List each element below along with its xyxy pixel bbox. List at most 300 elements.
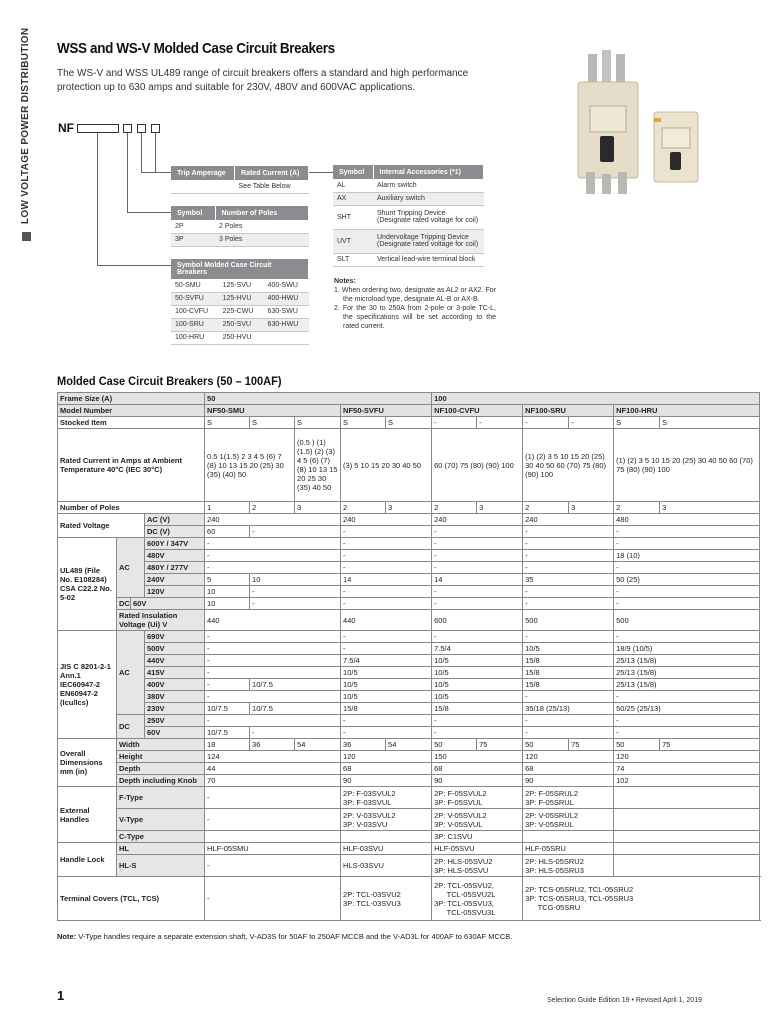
voltage-label: 500V xyxy=(145,643,205,655)
table-cell: - xyxy=(205,679,250,691)
voltage-label: 415V xyxy=(145,667,205,679)
table-cell: 120 xyxy=(341,751,432,763)
side-section-label: LOW VOLTAGE POWER DISTRIBUTION xyxy=(20,27,31,224)
voltage-label: 60V xyxy=(145,727,205,739)
table-cell: - xyxy=(341,550,432,562)
table-cell: - xyxy=(341,715,432,727)
table-cell xyxy=(264,331,309,344)
table-cell: 3 xyxy=(295,502,341,514)
table-cell: 10/5 xyxy=(432,691,523,703)
table-cell xyxy=(614,831,760,843)
brand-mark xyxy=(654,118,661,122)
table-cell: - xyxy=(523,586,614,598)
table-cell: 50-SVFU xyxy=(171,292,219,305)
poles-table xyxy=(171,206,309,247)
table-cell: 2P: TCL-05SVU2, TCL-05SVU2L 3P: TCL-05SVU3, TCL-05SVU3L xyxy=(432,877,523,921)
table-cell: S xyxy=(341,417,386,429)
table-cell: 2 xyxy=(614,502,660,514)
table-cell: 74 xyxy=(614,763,760,775)
table-cell: 2P: V-03SVUL2 3P: V-03SVU xyxy=(341,809,432,831)
table-cell: - xyxy=(341,538,432,550)
table-cell: 10/5 xyxy=(432,679,523,691)
table-cell: 240 xyxy=(523,514,614,526)
table-cell: - xyxy=(523,631,614,643)
model-number: NF50-SMU xyxy=(205,405,341,417)
page-title: WSS and WS-V Molded Case Circuit Breakers xyxy=(57,40,335,57)
table-cell: 70 xyxy=(205,775,341,787)
table-cell: - xyxy=(523,562,614,574)
width-label: Width xyxy=(117,739,205,751)
table-cell xyxy=(614,855,760,877)
table-cell: - xyxy=(523,526,614,538)
table-cell: 150 xyxy=(432,751,523,763)
table-cell: 10/5 xyxy=(341,679,432,691)
table-cell: - xyxy=(614,727,760,739)
table-cell: 2P: TCS-05SRU2, TCL-05SRU2 3P: TCS-05SRU3, TCL-05SRU3 TCG-05SRU xyxy=(523,877,760,921)
ac-voltage-label: AC (V) xyxy=(145,514,205,526)
table-cell: HLF-05SRU xyxy=(523,843,614,855)
table-cell: 2P: F-05SRUL2 3P: F-05SRUL xyxy=(523,787,614,809)
table-cell: 10 xyxy=(205,598,250,610)
accessories-table xyxy=(333,165,484,267)
voltage-label: 60V xyxy=(131,598,205,610)
voltage-label: 380V xyxy=(145,691,205,703)
table-cell: - xyxy=(341,562,432,574)
table-cell: 10/7.5 xyxy=(250,679,341,691)
voltage-label: 480Y / 277V xyxy=(145,562,205,574)
table-cell: 68 xyxy=(341,763,432,775)
table-header: Internal Accessories (*1) xyxy=(373,165,484,179)
table-cell: Auxiliary switch xyxy=(373,192,484,205)
voltage-label: 480V xyxy=(145,550,205,562)
table-cell: - xyxy=(250,526,341,538)
table-cell: - xyxy=(523,417,569,429)
table-header: Rated Current (A) xyxy=(235,166,309,180)
ul489-label: UL489 (File No. E108284) CSA C22.2 No. 5-02 xyxy=(58,538,117,631)
table-cell: 68 xyxy=(523,763,614,775)
table-cell: 44 xyxy=(205,763,341,775)
table-cell: - xyxy=(432,631,523,643)
table-cell: 10/7.5 xyxy=(205,727,250,739)
frame-size-label: Frame Size (A) xyxy=(58,393,205,405)
breaker-label xyxy=(662,128,690,148)
table-cell: 2 Poles xyxy=(215,220,309,233)
table-cell: - xyxy=(341,586,432,598)
bottom-note xyxy=(57,932,512,941)
table-cell: - xyxy=(250,727,341,739)
frame-size-50: 50 xyxy=(205,393,432,405)
poles-label: Number of Poles xyxy=(58,502,205,514)
terminal-bar xyxy=(586,172,595,194)
ac-label: AC xyxy=(117,538,145,598)
table-cell xyxy=(614,787,760,809)
breaker-handle xyxy=(670,152,681,170)
table-cell: - xyxy=(205,809,341,831)
mccb-spec-table xyxy=(57,392,760,921)
table-cell: - xyxy=(205,538,341,550)
table-cell: HLF-03SVU xyxy=(341,843,432,855)
table-cell: 240 xyxy=(432,514,523,526)
ordering-prefix: NF xyxy=(58,121,74,135)
table-cell: 480 xyxy=(614,514,760,526)
table-cell: 3P: C1SVU xyxy=(432,831,523,843)
table-cell: 10/7.5 xyxy=(250,703,341,715)
breaker-handle xyxy=(600,136,614,162)
table-cell: 90 xyxy=(341,775,432,787)
table-cell: - xyxy=(523,598,614,610)
table-header: Trip Amperage xyxy=(171,166,235,180)
voltage-label: 240V xyxy=(145,574,205,586)
table-cell: 15/8 xyxy=(432,703,523,715)
handle-lock-label: Handle Lock xyxy=(58,843,117,877)
model-number: NF100-HRU xyxy=(614,405,760,417)
depth-knob-label: Depth including Knob xyxy=(117,775,205,787)
table-cell: 10 xyxy=(205,586,250,598)
table-cell: 240 xyxy=(341,514,432,526)
table-cell: 250-SVU xyxy=(219,318,264,331)
v-type-label: V-Type xyxy=(117,809,205,831)
dc-voltage-label: DC (V) xyxy=(145,526,205,538)
table-cell: 7.5/4 xyxy=(341,655,432,667)
table-cell: - xyxy=(477,417,523,429)
table-cell: 100-HRU xyxy=(171,331,219,344)
table-cell: 440 xyxy=(341,610,432,631)
table-cell: 50/25 (25/13) xyxy=(614,703,760,715)
table-header: Symbol Molded Case Circuit Breakers xyxy=(171,259,309,279)
intro-paragraph: The WS-V and WSS UL489 range of circuit breakers offers a standard and high performance protection up to 630 amps and suitable for 230V, 480V and 600VAC applications. xyxy=(57,68,469,93)
table-cell: - xyxy=(432,598,523,610)
table-cell: 36 xyxy=(250,739,295,751)
table-cell: 3 xyxy=(660,502,760,514)
table-cell: - xyxy=(432,550,523,562)
table-cell: - xyxy=(432,562,523,574)
table-cell: 2P: TCL-03SVU2 3P: TCL-03SVU3 xyxy=(341,877,432,921)
table-cell: - xyxy=(205,655,341,667)
table-cell: - xyxy=(205,550,341,562)
table-cell: 2P: HLS-05SVU2 3P: HLS-05SVU xyxy=(432,855,523,877)
table-cell: (1) (2) 3 5 10 15 20 (25) 30 40 50 60 (70) 75 (80) (90) 100 xyxy=(614,429,760,502)
table-cell: 50 xyxy=(614,739,660,751)
table-cell: - xyxy=(523,538,614,550)
table-cell: SHT xyxy=(333,205,373,229)
table-cell: - xyxy=(341,727,432,739)
table-cell: 15/8 xyxy=(523,679,614,691)
voltage-label: 120V xyxy=(145,586,205,598)
table-cell: 15/8 xyxy=(523,667,614,679)
voltage-label: 230V xyxy=(145,703,205,715)
table-cell: - xyxy=(523,691,614,703)
dimensions-label: Overall Dimensions mm (in) xyxy=(58,739,117,787)
note-item: 1. When ordering two, designate as AL2 or AX2. For the microload type, designate AL-B or AX-B. xyxy=(334,287,496,303)
table-header: Number of Poles xyxy=(215,206,309,220)
table-cell: 2P xyxy=(171,220,215,233)
table-cell: - xyxy=(205,562,341,574)
table-cell: 1 xyxy=(205,502,250,514)
table-cell: 90 xyxy=(523,775,614,787)
table-cell: Shunt Tripping Device (Designate rated voltage for coil) xyxy=(373,205,484,229)
table-cell: 68 xyxy=(432,763,523,775)
table-cell: 18 xyxy=(205,739,250,751)
rated-current-label: Rated Current in Amps at Ambient Temperature 40°C (IEC 30°C) xyxy=(58,429,205,502)
table-cell: 90 xyxy=(432,775,523,787)
table-cell: 25/13 (15/8) xyxy=(614,679,760,691)
connector-mccb xyxy=(97,133,171,266)
table-cell: 100-SRU xyxy=(171,318,219,331)
ac-label: AC xyxy=(117,631,145,715)
table-cell: 5 xyxy=(205,574,250,586)
c-type-label: C-Type xyxy=(117,831,205,843)
table-cell: 54 xyxy=(295,739,341,751)
height-label: Height xyxy=(117,751,205,763)
table-cell: 240 xyxy=(205,514,341,526)
table-cell: (0.5 ) (1) (1.5) (2) (3) 4 5 (6) (7) (8) 10 13 15 20 25 30 (35) 40 50 xyxy=(295,429,341,502)
table-cell: HLS-03SVU xyxy=(341,855,432,877)
table-cell: Vertical lead-wire terminal block xyxy=(373,253,484,266)
table-cell: 10/5 xyxy=(341,691,432,703)
insulation-voltage-label: Rated Insulation Voltage (Ui) V xyxy=(117,610,205,631)
table-cell: HLF-05SMU xyxy=(205,843,341,855)
table-cell: Alarm switch xyxy=(373,179,484,192)
table-cell: - xyxy=(341,526,432,538)
frame-size-100: 100 xyxy=(432,393,760,405)
table-cell: 120 xyxy=(614,751,760,763)
code-box-accessory xyxy=(151,124,160,133)
terminal-bar xyxy=(602,50,611,86)
table-cell: See Table Below xyxy=(235,180,309,193)
note-text: V-Type handles require a separate extension shaft, V-AD3S for 50AF to 250AF MCCB and the V-AD3L for 400AF to 630AF MCCB. xyxy=(76,932,513,941)
table-cell: (1) (2) 3 5 10 15 20 (25) 30 40 50 60 (70) 75 (80) (90) 100 xyxy=(523,429,614,502)
table-cell: 0.5 1(1.5) 2 3 4 5 (6) 7 (8) 10 13 15 20 (25) 30 (35) (40) 50 xyxy=(205,429,295,502)
table-cell xyxy=(171,180,235,193)
table-cell: 60 xyxy=(205,526,250,538)
table-cell: 15/8 xyxy=(341,703,432,715)
table-cell: 50 (25) xyxy=(614,574,760,586)
note-label: Note: xyxy=(57,932,77,941)
table-cell: S xyxy=(386,417,432,429)
table-cell: - xyxy=(205,667,341,679)
rated-voltage-label: Rated Voltage xyxy=(58,514,145,538)
table-cell: 10/5 xyxy=(523,643,614,655)
table-cell: 400-HWU xyxy=(264,292,309,305)
trip-amperage-table xyxy=(171,166,309,194)
table-header: Symbol xyxy=(171,206,215,220)
voltage-label: 600Y / 347V xyxy=(145,538,205,550)
table-cell: - xyxy=(432,727,523,739)
hls-label: HL-S xyxy=(117,855,205,877)
voltage-label: 400V xyxy=(145,679,205,691)
table-cell: 2P: HLS-05SRU2 3P: HLS-05SRU3 xyxy=(523,855,614,877)
table-cell xyxy=(614,843,760,855)
table-cell: - xyxy=(523,715,614,727)
table-cell: 15/8 xyxy=(523,655,614,667)
table-cell: - xyxy=(614,562,760,574)
table-cell: S xyxy=(614,417,660,429)
table-cell: - xyxy=(432,586,523,598)
table-cell: - xyxy=(205,715,341,727)
table-cell: 630-SWU xyxy=(264,305,309,318)
table-cell: 18 (10) xyxy=(614,550,760,562)
table-cell: - xyxy=(614,538,760,550)
table-cell: 75 xyxy=(660,739,760,751)
table-cell: (3) 5 10 15 20 30 40 50 xyxy=(341,429,432,502)
model-number-label: Model Number xyxy=(58,405,205,417)
table-cell: - xyxy=(614,715,760,727)
table-cell: - xyxy=(341,598,432,610)
table-cell: 10/5 xyxy=(341,667,432,679)
table-cell: 54 xyxy=(386,739,432,751)
table-cell: - xyxy=(205,643,341,655)
table-cell: - xyxy=(432,538,523,550)
table-cell: 60 (70) 75 (80) (90) 100 xyxy=(432,429,523,502)
terminal-bar xyxy=(616,54,625,86)
table-cell: 500 xyxy=(614,610,760,631)
table-cell: - xyxy=(205,787,341,809)
table-cell: - xyxy=(523,550,614,562)
table-cell: 35/18 (25/13) xyxy=(523,703,614,715)
voltage-label: 440V xyxy=(145,655,205,667)
table-cell: 120 xyxy=(523,751,614,763)
code-box-frame xyxy=(123,124,132,133)
table-cell: - xyxy=(614,586,760,598)
table-cell: 500 xyxy=(523,610,614,631)
hl-label: HL xyxy=(117,843,205,855)
table-cell: - xyxy=(432,526,523,538)
table-cell: 25/13 (15/8) xyxy=(614,655,760,667)
table-cell: 50-SMU xyxy=(171,279,219,292)
table-cell: 25/13 (15/8) xyxy=(614,667,760,679)
model-number: NF100-SRU xyxy=(523,405,614,417)
table-cell: - xyxy=(614,631,760,643)
table-cell: 10/5 xyxy=(432,667,523,679)
table-cell: 125-SVU xyxy=(219,279,264,292)
table-cell xyxy=(523,831,614,843)
table-cell: HLF-05SVU xyxy=(432,843,523,855)
table-cell: 75 xyxy=(569,739,614,751)
model-number: NF50-SVFU xyxy=(341,405,432,417)
voltage-label: 250V xyxy=(145,715,205,727)
table-cell: - xyxy=(250,586,341,598)
table-cell: S xyxy=(250,417,295,429)
table-cell: SLT xyxy=(333,253,373,266)
table-cell: 14 xyxy=(432,574,523,586)
table-cell: - xyxy=(432,417,477,429)
table-cell: - xyxy=(205,855,341,877)
ordering-notes xyxy=(334,277,496,331)
table-cell: S xyxy=(660,417,760,429)
table-cell: 225-CWU xyxy=(219,305,264,318)
table-cell: 3 xyxy=(569,502,614,514)
page-number: 1 xyxy=(57,988,65,1003)
terminal-bar xyxy=(602,174,611,194)
table-cell: - xyxy=(614,691,760,703)
table-cell: 125-HVU xyxy=(219,292,264,305)
table-cell: 50 xyxy=(432,739,477,751)
table-cell xyxy=(614,809,760,831)
table-cell: 10/5 xyxy=(432,655,523,667)
table-cell: 2P: F-03SVUL2 3P: F-03SVUL xyxy=(341,787,432,809)
table-cell: - xyxy=(523,727,614,739)
side-section-tab xyxy=(20,27,34,250)
jis-label: JIS C 8201-2-1 Ann.1 IEC60947-2 EN60947-2 (Icu/Ics) xyxy=(58,631,117,739)
table-cell: - xyxy=(205,631,341,643)
breaker-product-photo xyxy=(566,44,716,194)
table-cell: - xyxy=(205,691,341,703)
table-cell: - xyxy=(614,598,760,610)
table-cell: 14 xyxy=(341,574,432,586)
table-cell: - xyxy=(569,417,614,429)
table-cell: Undervoltage Tripping Device (Designate rated voltage for coil) xyxy=(373,229,484,253)
table-cell: 10/7.5 xyxy=(205,703,250,715)
table-cell: S xyxy=(295,417,341,429)
table-cell: - xyxy=(341,643,432,655)
terminal-covers-label: Terminal Covers (TCL, TCS) xyxy=(58,877,205,921)
table-cell: 35 xyxy=(523,574,614,586)
table-cell: 2 xyxy=(250,502,295,514)
table-cell: 102 xyxy=(614,775,760,787)
table-cell: 100-CVFU xyxy=(171,305,219,318)
model-number: NF100-CVFU xyxy=(432,405,523,417)
table-cell xyxy=(341,831,432,843)
table-cell: 2 xyxy=(432,502,477,514)
code-box-amperage xyxy=(77,124,119,133)
table-cell: 2 xyxy=(523,502,569,514)
table-cell: 18/9 (10/5) xyxy=(614,643,760,655)
table-cell: 600 xyxy=(432,610,523,631)
table-cell: 2P: V-05SVUL2 3P: V-05SVUL xyxy=(432,809,523,831)
table-cell: 36 xyxy=(341,739,386,751)
table-cell: - xyxy=(432,715,523,727)
table-cell: 50 xyxy=(523,739,569,751)
f-type-label: F-Type xyxy=(117,787,205,809)
table-cell: - xyxy=(250,598,341,610)
table-cell: - xyxy=(614,526,760,538)
table-cell: 7.5/4 xyxy=(432,643,523,655)
table-cell: 400-SWU xyxy=(264,279,309,292)
table-cell: 3 xyxy=(386,502,432,514)
table-cell: 3 xyxy=(477,502,523,514)
terminal-bar xyxy=(618,172,627,194)
table-cell: - xyxy=(205,877,341,921)
table-cell: 630-HWU xyxy=(264,318,309,331)
table-cell: 124 xyxy=(205,751,341,763)
breaker-label xyxy=(590,106,626,132)
terminal-bar xyxy=(588,54,597,86)
table-cell: 2P: F-05SVUL2 3P: F-05SVUL xyxy=(432,787,523,809)
table-cell: 440 xyxy=(205,610,341,631)
footer-edition: Selection Guide Edition 19 • Revised April 1, 2019 xyxy=(547,997,702,1004)
stocked-item-label: Stocked Item xyxy=(58,417,205,429)
table-cell: 75 xyxy=(477,739,523,751)
table-cell: 2P: V-05SRUL2 3P: V-05SRUL xyxy=(523,809,614,831)
table-cell: S xyxy=(205,417,250,429)
side-tab-marker xyxy=(22,232,31,241)
voltage-label: 690V xyxy=(145,631,205,643)
mccb-symbol-table xyxy=(171,259,309,345)
dc-label: DC xyxy=(117,598,131,610)
dc-label: DC xyxy=(117,715,145,739)
table-cell: 3P xyxy=(171,233,215,246)
table-cell: AX xyxy=(333,192,373,205)
table-cell: 3 Poles xyxy=(215,233,309,246)
table-cell: - xyxy=(341,631,432,643)
notes-heading: Notes: xyxy=(334,278,356,285)
external-handles-label: External Handles xyxy=(58,787,117,843)
table-cell: 2 xyxy=(341,502,386,514)
table-cell xyxy=(205,831,341,843)
depth-label: Depth xyxy=(117,763,205,775)
table-cell: AL xyxy=(333,179,373,192)
table-cell: UVT xyxy=(333,229,373,253)
